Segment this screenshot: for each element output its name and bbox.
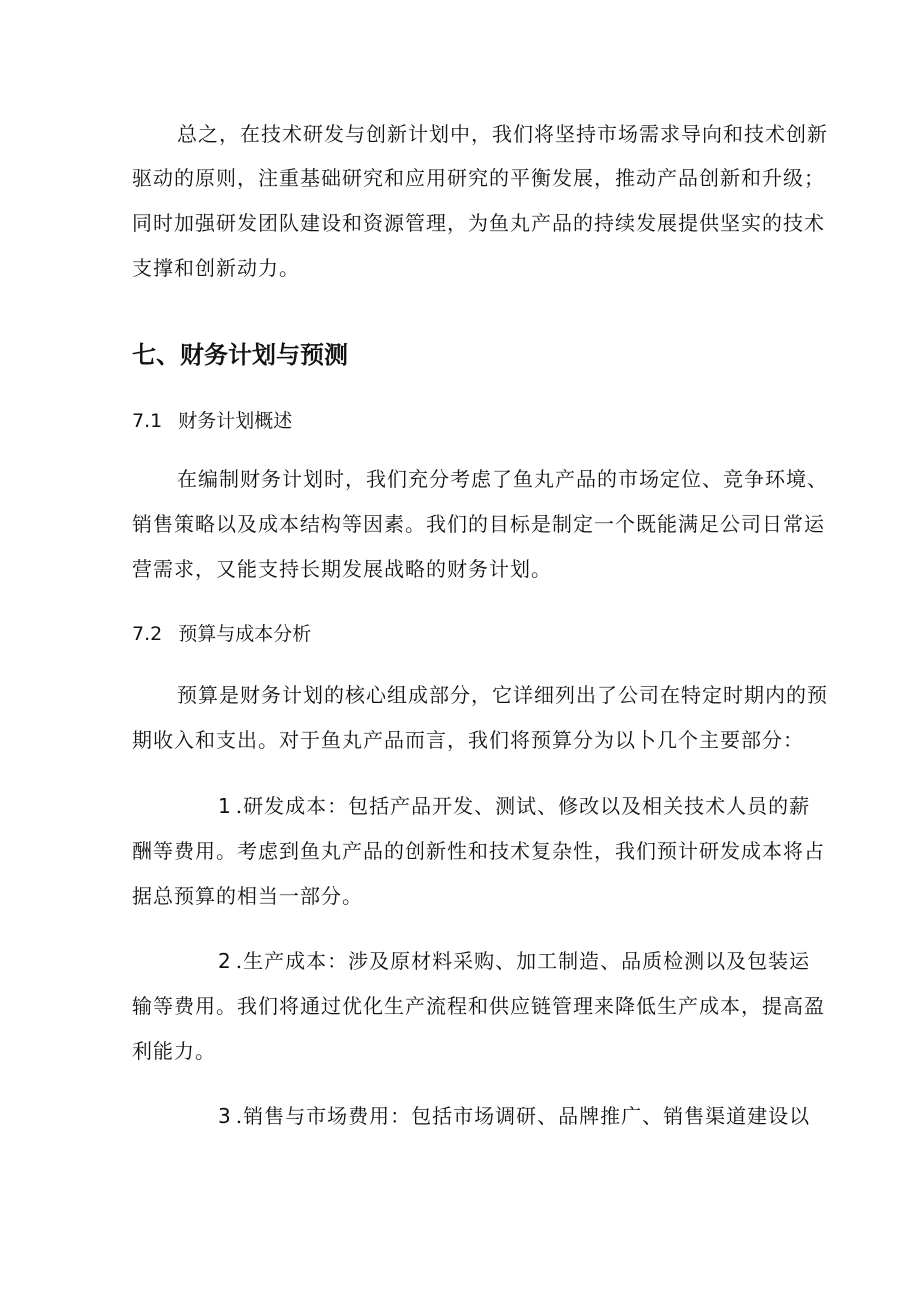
list-item-first-line — [218, 794, 810, 818]
list-item-number: 1 — [218, 794, 232, 818]
paragraph-line: 支撑和创新动力。 — [132, 256, 300, 280]
paragraph-line: 酬等费用。考虑到鱼丸产品的创新性和技术复杂性，我们预计研发成本将占 — [132, 839, 825, 863]
subsection-heading-7-2 — [132, 622, 311, 646]
paragraph-line: 据总预算的相当一部分。 — [132, 884, 363, 908]
paragraph-line: 输等费用。我们将通过优化生产流程和供应链管理来降低生产成本，提高盈 — [132, 994, 825, 1018]
subsection-heading-7-1 — [132, 409, 292, 433]
list-item-number: 2 — [218, 949, 232, 973]
paragraph-line: 利能力。 — [132, 1039, 216, 1063]
list-item-text: .生产成本：涉及原材料采购、加工制造、品质检测以及包装运 — [235, 949, 811, 973]
list-item-text: .销售与市场费用：包括市场调研、品牌推广、销售渠道建设以 — [235, 1104, 811, 1128]
list-item-text: .研发成本：包括产品开发、测试、修改以及相关技术人员的薪 — [235, 794, 811, 818]
list-item-number: 3 — [218, 1104, 232, 1128]
paragraph-line: 营需求，又能支持长期发展战略的财务计划。 — [132, 557, 552, 581]
paragraph-line: 预算是财务计划的核心组成部分，它详细列出了公司在特定时期内的预 — [177, 683, 828, 707]
list-item-first-line — [218, 949, 810, 973]
section-heading: 七、财务计划与预测 — [132, 341, 348, 369]
paragraph-line: 期收入和支出。对于鱼丸产品而言，我们将预算分为以卜几个主要部分： — [132, 728, 804, 752]
paragraph-line: 在编制财务计划时，我们充分考虑了鱼丸产品的市场定位、竞争环境、 — [177, 467, 828, 491]
paragraph-line: 总之，在技术研发与创新计划中，我们将坚持市场需求导向和技术创新 — [177, 122, 828, 146]
list-item-first-line — [218, 1104, 810, 1128]
paragraph-line: 销售策略以及成本结构等因素。我们的目标是制定一个既能满足公司日常运 — [132, 512, 825, 536]
subsection-number: 7.2 — [132, 623, 163, 645]
paragraph-line: 驱动的原则，注重基础研究和应用研究的平衡发展，推动产品创新和升级； — [132, 166, 825, 190]
paragraph-line: 同时加强研发团队建设和资源管理，为鱼丸产品的持续发展提供坚实的技术 — [132, 211, 825, 235]
subsection-title: 财务计划概述 — [178, 410, 293, 432]
subsection-number: 7.1 — [132, 410, 163, 432]
subsection-title: 预算与成本分析 — [178, 623, 312, 645]
